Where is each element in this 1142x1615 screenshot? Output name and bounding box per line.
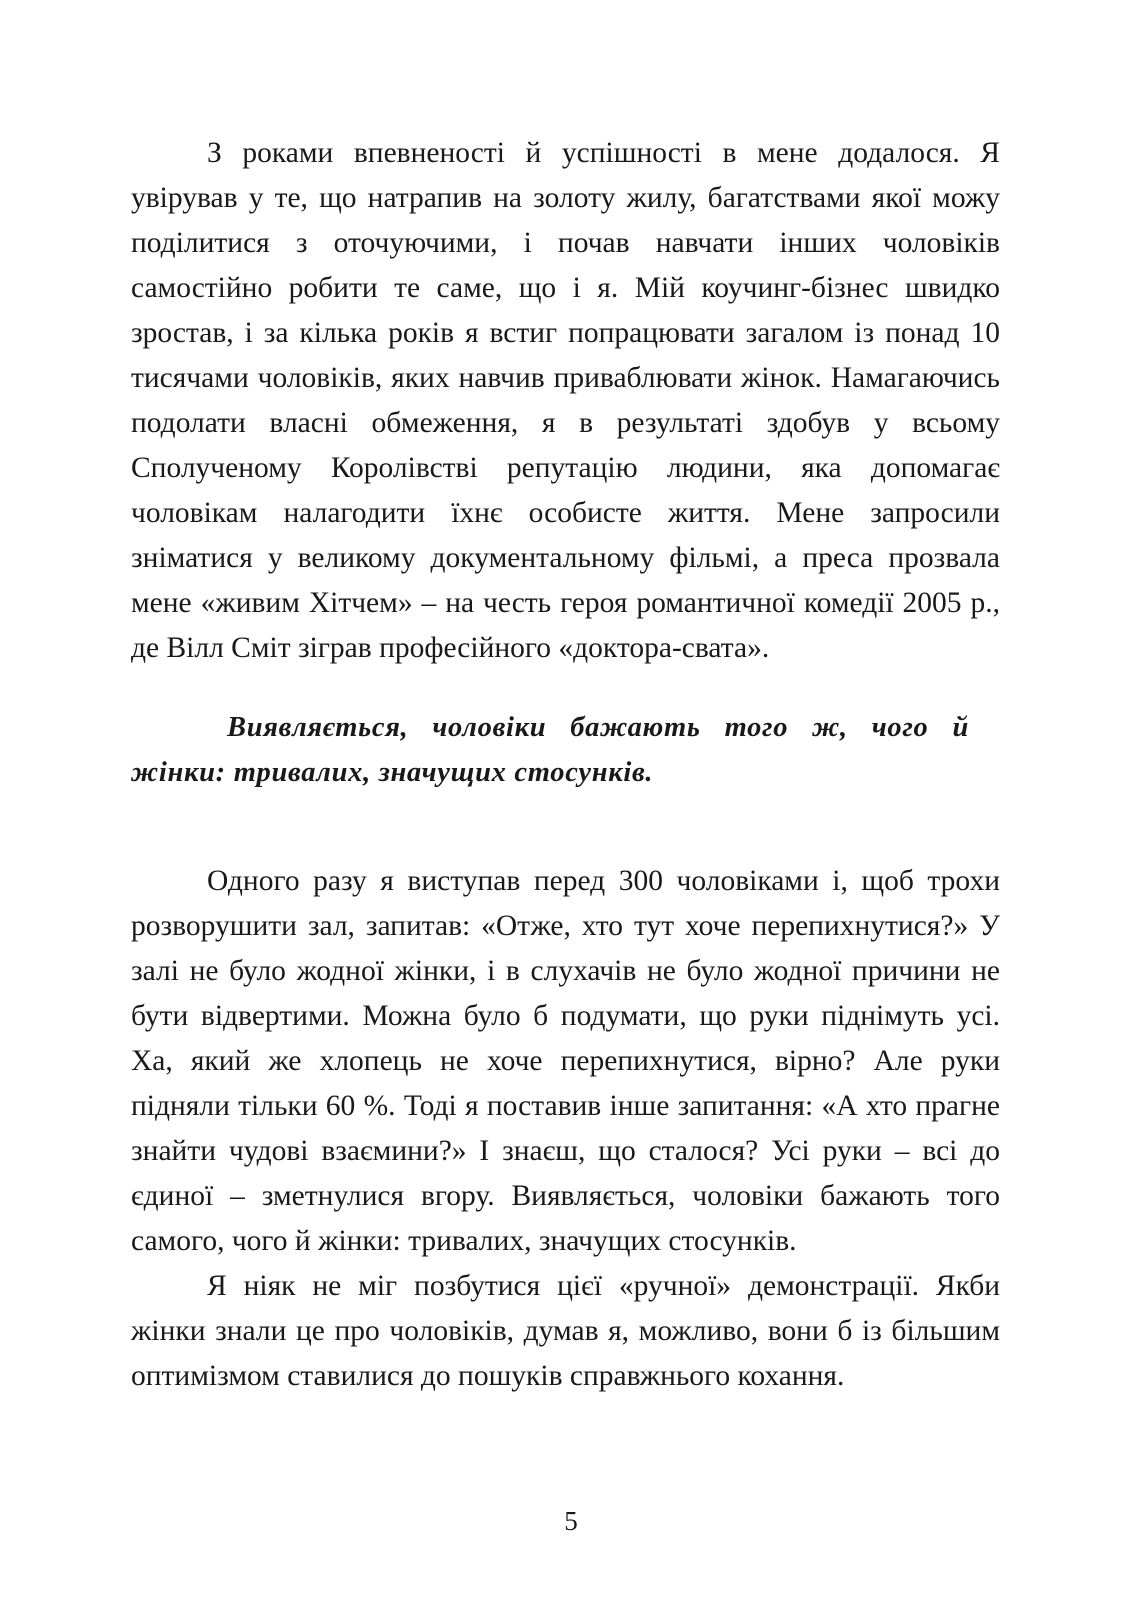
body-text-block-bottom (131, 859, 1000, 1399)
paragraph: Я ніяк не міг позбутися цієї «ручної» демонстрації. Якби жінки знали це про чоловіків, думав я, можливо, вони б із більшим оптимізмом ставилися до пошуків справжнього кохання. (131, 1270, 1000, 1392)
page-number: 5 (564, 1506, 578, 1536)
paragraph: З роками впевненості й успішності в мене додалося. Я увірував у те, що натрапив на золоту жилу, багатствами якої можу поділитися з оточуючими, і почав навчати інших чоловіків самостійно робити те саме, що і я. Мій коучинг-бізнес швидко зростав, і за кілька років я встиг попрацювати загалом із понад 10 тисячами чоловіків, яких навчив приваблювати жінок. Намагаючись подолати власні обмеження, я в результаті здобув у всьому Сполученому Королівстві репутацію людини, яка допомагає чоловікам налагодити їхнє особисте життя. Мене запросили зніматися у великому документальному фільмі, а преса прозвала мене «живим Хітчем» – на честь героя романтичної комедії 2005 р., де Вілл Сміт зіграв професійного «доктора-свата». (131, 137, 1000, 664)
pull-quote: Виявляється, чоловіки бажають того ж, чого й жінки: тривалих, значущих стосунків. (131, 712, 969, 788)
paragraph: Одного разу я виступав перед 300 чоловіками і, щоб трохи розворушити зал, запитав: «Отже, хто тут хоче перепихнутися?» У залі не було жодної жінки, і в слухачів не було жодної причини не бути відвертими. Можна було б подумати, що руки піднімуть усі. Ха, який же хлопець не хоче перепихнутися, вірно? Але руки підняли тільки 60 %. Тоді я поставив інше запитання: «А хто прагне знайти чудові взаємини?» І знаєш, що сталося? Усі руки – всі до єдиної – зметнулися вгору. Виявляється, чоловіки бажають того самого, чого й жінки: тривалих, значущих стосунків. (131, 865, 1000, 1257)
body-text-block-top (131, 131, 1000, 671)
pull-quote-block (131, 705, 969, 795)
